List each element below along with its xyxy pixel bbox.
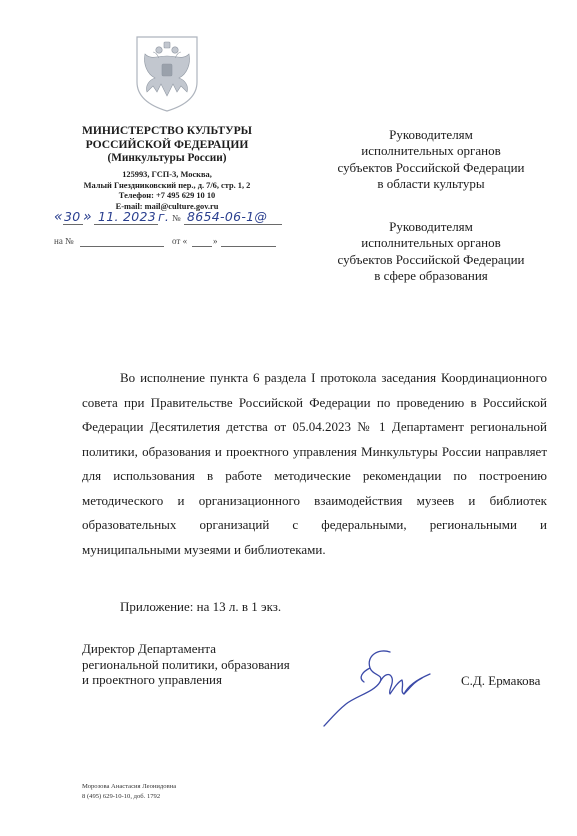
address-line1: 125993, ГСП-3, Москва, bbox=[122, 170, 212, 179]
ministry-short-name: (Минкультуры России) bbox=[107, 152, 227, 164]
document-number: 8654-06-1@ bbox=[187, 209, 268, 224]
number-underline bbox=[184, 224, 282, 225]
signatory-title-line3: и проектного управления bbox=[82, 672, 222, 688]
addressee-line: в сфере образования bbox=[374, 268, 488, 284]
reference-from-close: » bbox=[213, 236, 218, 246]
signature-image bbox=[318, 638, 438, 728]
number-label: № bbox=[172, 213, 181, 223]
executor-phone: 8 (495) 629-10-10, доб. 1792 bbox=[82, 792, 161, 800]
reference-from-label: от « bbox=[172, 236, 188, 246]
signer-name: С.Д. Ермакова bbox=[461, 673, 541, 688]
addressee-line: исполнительных органов bbox=[361, 235, 501, 251]
addressee-line: субъектов Российской Федерации bbox=[337, 251, 525, 267]
executor-name: Морозова Анастасия Леонидовна bbox=[82, 783, 177, 790]
ministry-block bbox=[62, 124, 272, 166]
letter-body: Во исполнение пункта 6 раздела I протокола заседания Координационного совета при Правительстве Российской Федерации по проведению в Российской Федерации Десятилетия детства от 05.04.2023 № 1 Департамент региональной политики, образования и проектного управления Минкультуры России направляет для использования в работе методические рекомендации по построению методического и организационного взаимодействия музеев и библиотек образовательных организаций с федеральными, региональными и муниципальными музеями и библиотеками. bbox=[82, 370, 547, 557]
reference-day-underline bbox=[192, 246, 212, 247]
addressee-culture bbox=[318, 127, 544, 193]
signatory-title-line2: региональной политики, образования bbox=[82, 656, 290, 672]
addressee-line: Руководителям bbox=[389, 127, 473, 142]
phone-line: Телефон: +7 495 629 10 10 bbox=[118, 191, 216, 201]
attachment-note: Приложение: на 13 л. в 1 экз. bbox=[120, 599, 282, 614]
signatory-title-line1: Директор Департамента bbox=[82, 641, 217, 656]
date-month-year: 11. 2023 bbox=[98, 209, 157, 224]
addressee-line: исполнительных органов bbox=[361, 143, 501, 159]
ministry-name-line1: МИНИСТЕРСТВО КУЛЬТУРЫ bbox=[81, 124, 253, 137]
address-line2: Малый Гнездниковский пер., д. 7/6, стр. 1, 2 bbox=[83, 180, 251, 190]
signatory-title bbox=[82, 641, 322, 688]
date-quote-open: « bbox=[54, 209, 63, 225]
addressee-line: в области культуры bbox=[377, 176, 485, 192]
date-day: 30 bbox=[64, 209, 81, 224]
reference-line bbox=[54, 236, 284, 250]
addressee-line: субъектов Российской Федерации bbox=[337, 159, 525, 175]
coat-of-arms-emblem bbox=[133, 34, 201, 114]
coat-of-arms-icon bbox=[133, 34, 201, 114]
ministry-name-line2: РОССИЙСКОЙ ФЕДЕРАЦИИ bbox=[85, 137, 249, 151]
handwritten-signature-icon bbox=[318, 638, 438, 728]
executor-info bbox=[82, 782, 176, 801]
addressee-education bbox=[318, 219, 544, 285]
addressee-line: Руководителям bbox=[389, 219, 473, 234]
email-line: E-mail: mail@culture.gov.ru bbox=[115, 201, 219, 211]
date-day-underline bbox=[63, 224, 83, 225]
reference-label: на № bbox=[54, 236, 74, 246]
reference-date-underline bbox=[221, 246, 276, 247]
date-quote-close: » bbox=[83, 209, 92, 225]
reference-number-underline bbox=[80, 246, 164, 247]
ministry-contacts bbox=[50, 170, 284, 212]
registration-line bbox=[54, 209, 284, 227]
date-suffix: г. bbox=[158, 209, 170, 224]
date-month-underline bbox=[94, 224, 158, 225]
